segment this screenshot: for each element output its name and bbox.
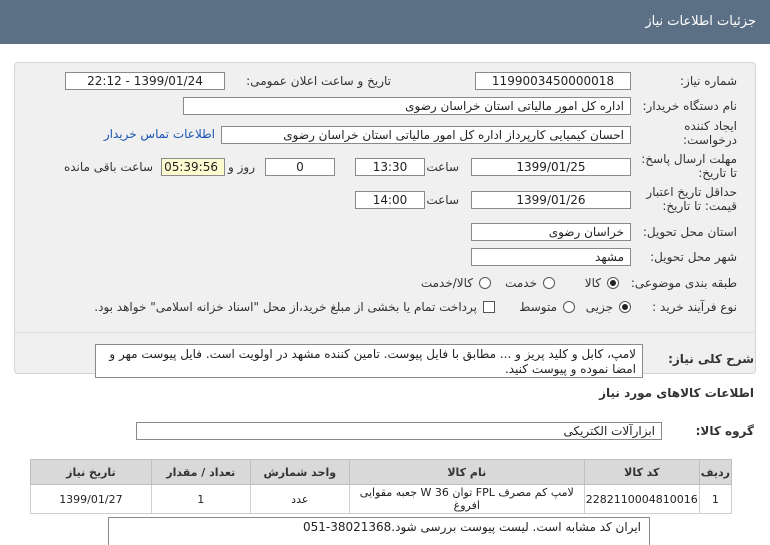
goods-group-field[interactable]: ابزارآلات الکتریکی bbox=[136, 422, 662, 440]
reply-deadline-label-1: مهلت ارسال پاسخ: bbox=[641, 152, 737, 166]
creator-label-1: ایجاد کننده bbox=[684, 119, 737, 133]
validity-label-1: حداقل تاریخ اعتبار bbox=[646, 185, 737, 199]
contact-buyer-link[interactable]: اطلاعات تماس خریدار bbox=[103, 127, 215, 141]
col-quantity: تعداد / مقدار bbox=[151, 460, 250, 485]
table-header-row bbox=[31, 460, 732, 485]
col-row-number: ردیف bbox=[699, 460, 731, 485]
reply-date-field[interactable]: 1399/01/25 bbox=[471, 158, 631, 176]
validity-time-label: ساعت bbox=[426, 193, 459, 207]
remaining-label: ساعت باقی مانده bbox=[63, 160, 153, 174]
treasury-payment-note: پرداخت تمام یا بخشی از مبلغ خرید،از محل "اسناد خزانه اسلامی" خواهد بود. bbox=[94, 300, 477, 314]
process-minor-radio[interactable] bbox=[619, 301, 631, 313]
reply-time-field[interactable]: 13:30 bbox=[355, 158, 425, 176]
col-item-name: نام کالا bbox=[349, 460, 584, 485]
goods-table bbox=[30, 459, 732, 514]
reply-time-label: ساعت bbox=[426, 160, 459, 174]
cell-item-name: لامپ کم مصرف FPL توان 36 W جعبه مقوایی افروغ bbox=[349, 485, 584, 514]
table-row[interactable] bbox=[31, 485, 732, 514]
buyer-note-field[interactable]: ایران کد مشابه است. لیست پیوست بررسی شود.38021368-051 bbox=[108, 517, 650, 545]
divider bbox=[14, 332, 754, 333]
days-label: روز و bbox=[228, 160, 255, 174]
validity-label-2: قیمت: تا تاریخ: bbox=[662, 199, 737, 213]
buyer-label: نام دستگاه خریدار: bbox=[642, 99, 737, 113]
page-title: جزئیات اطلاعات نیاز bbox=[645, 14, 756, 29]
province-label: استان محل تحویل: bbox=[642, 225, 737, 239]
description-field[interactable]: لامپ، کابل و کلید پریز و ... مطابق با فایل پیوست. تامین کننده مشهد در اولویت است. فایل پیوست مهر و امضا نموده و پیوست کنید. bbox=[95, 344, 643, 378]
content-area bbox=[0, 44, 770, 545]
col-unit: واحد شمارش bbox=[250, 460, 349, 485]
creator-field[interactable]: احسان کیمیایی کارپرداز اداره کل امور مالیاتی استان خراسان رضوی bbox=[221, 126, 631, 144]
category-service-label: خدمت bbox=[505, 276, 537, 290]
process-label: نوع فرآیند خرید : bbox=[652, 300, 737, 314]
validity-date-field[interactable]: 1399/01/26 bbox=[471, 191, 631, 209]
cell-quantity: 1 bbox=[151, 485, 250, 514]
cell-row-number: 1 bbox=[699, 485, 731, 514]
need-number-label: شماره نیاز: bbox=[680, 74, 737, 88]
category-service-radio[interactable] bbox=[543, 277, 555, 289]
goods-section-title: اطلاعات کالاهای مورد نیاز bbox=[599, 386, 754, 400]
page-header bbox=[0, 0, 770, 44]
col-item-code: کد کالا bbox=[584, 460, 699, 485]
col-need-date: تاریخ نیاز bbox=[31, 460, 152, 485]
cell-unit: عدد bbox=[250, 485, 349, 514]
validity-time-field[interactable]: 14:00 bbox=[355, 191, 425, 209]
info-panel bbox=[14, 62, 756, 374]
remaining-time-field[interactable]: 05:39:56 bbox=[161, 158, 225, 176]
city-field[interactable]: مشهد bbox=[471, 248, 631, 266]
cell-item-code: 2282110004810016 bbox=[584, 485, 699, 514]
goods-group-label: گروه کالا: bbox=[695, 424, 754, 438]
creator-label-2: درخواست: bbox=[683, 133, 737, 147]
announce-label: تاریخ و ساعت اعلان عمومی: bbox=[246, 74, 391, 88]
category-both-label: کالا/خدمت bbox=[420, 276, 473, 290]
need-number-field[interactable]: 1199003450000018 bbox=[475, 72, 631, 90]
category-goods-radio[interactable] bbox=[607, 277, 619, 289]
treasury-payment-checkbox[interactable] bbox=[483, 301, 495, 313]
process-medium-label: متوسط bbox=[519, 300, 557, 314]
description-label: شرح کلی نیاز: bbox=[668, 352, 754, 366]
buyer-field[interactable]: اداره کل امور مالیاتی استان خراسان رضوی bbox=[183, 97, 631, 115]
reply-deadline-label-2: تا تاریخ: bbox=[698, 166, 737, 180]
city-label: شهر محل تحویل: bbox=[650, 250, 737, 264]
province-field[interactable]: خراسان رضوی bbox=[471, 223, 631, 241]
process-medium-radio[interactable] bbox=[563, 301, 575, 313]
category-goods-label: کالا bbox=[584, 276, 601, 290]
days-left-field[interactable]: 0 bbox=[265, 158, 335, 176]
category-label: طبقه بندی موضوعی: bbox=[630, 276, 737, 290]
cell-need-date: 1399/01/27 bbox=[31, 485, 152, 514]
announce-field[interactable]: 1399/01/24 - 22:12 bbox=[65, 72, 225, 90]
category-both-radio[interactable] bbox=[479, 277, 491, 289]
process-minor-label: جزیی bbox=[585, 300, 613, 314]
